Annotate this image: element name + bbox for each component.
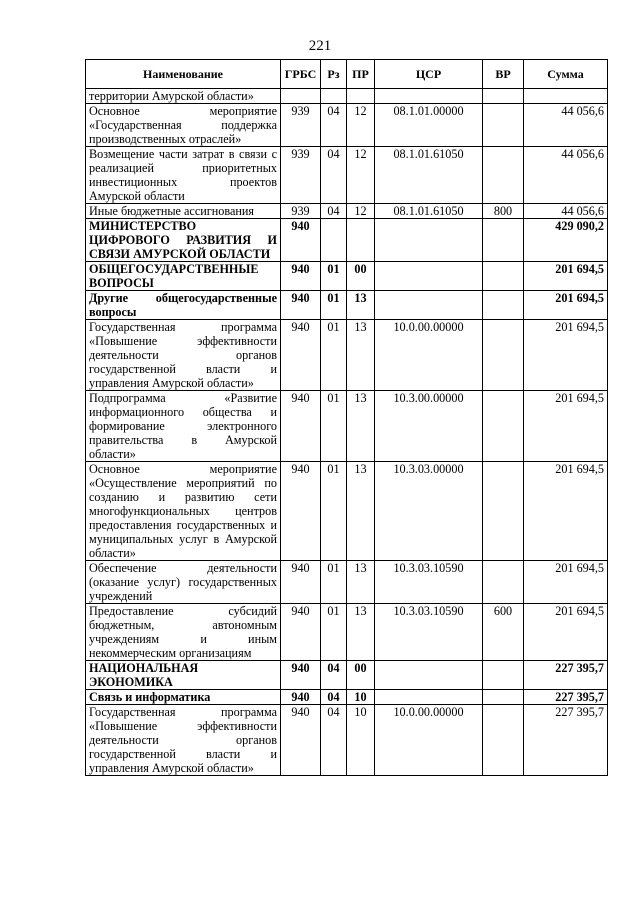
- cell-name: Основное мероприятие «Государственная поддержка производственных отраслей»: [86, 104, 281, 147]
- cell-rz: 01: [321, 291, 347, 320]
- cell-rz: 04: [321, 147, 347, 204]
- header-name: Наименование: [86, 60, 281, 89]
- cell-rz: 01: [321, 462, 347, 561]
- cell-csr: 10.3.00.00000: [375, 391, 483, 462]
- cell-rz: 04: [321, 690, 347, 705]
- table-row: [86, 391, 608, 462]
- cell-grbs: 940: [281, 291, 321, 320]
- cell-vr: [483, 291, 524, 320]
- header-grbs: ГРБС: [281, 60, 321, 89]
- cell-vr: [483, 391, 524, 462]
- cell-vr: [483, 147, 524, 204]
- cell-sum: 201 694,5: [524, 604, 608, 661]
- cell-grbs: 939: [281, 204, 321, 219]
- cell-sum: 201 694,5: [524, 462, 608, 561]
- table-row: [86, 262, 608, 291]
- cell-csr: 10.3.03.10590: [375, 604, 483, 661]
- cell-grbs: 939: [281, 147, 321, 204]
- cell-csr: 10.3.03.10590: [375, 561, 483, 604]
- cell-rz: 04: [321, 104, 347, 147]
- cell-grbs: 940: [281, 462, 321, 561]
- header-vr: ВР: [483, 60, 524, 89]
- cell-vr: [483, 104, 524, 147]
- cell-sum: 201 694,5: [524, 262, 608, 291]
- cell-grbs: 940: [281, 561, 321, 604]
- cell-pr: 13: [347, 391, 375, 462]
- cell-csr: [375, 219, 483, 262]
- cell-csr: [375, 661, 483, 690]
- cell-sum: [524, 89, 608, 104]
- cell-name: Основное мероприятие «Осуществление мероприятий по созданию и развитию сети многофункциональных центров предоставления государственных и муниципальных услуг в Амурской области»: [86, 462, 281, 561]
- cell-rz: 01: [321, 391, 347, 462]
- cell-csr: 10.3.03.00000: [375, 462, 483, 561]
- table-row: [86, 219, 608, 262]
- cell-pr: [347, 89, 375, 104]
- cell-rz: 01: [321, 262, 347, 291]
- cell-pr: 13: [347, 462, 375, 561]
- cell-rz: 01: [321, 561, 347, 604]
- cell-sum: 44 056,6: [524, 147, 608, 204]
- table-row: [86, 204, 608, 219]
- cell-name: Государственная программа «Повышение эффективности деятельности органов государственной власти и управления Амурской области»: [86, 320, 281, 391]
- cell-vr: [483, 690, 524, 705]
- cell-grbs: 940: [281, 690, 321, 705]
- cell-sum: 44 056,6: [524, 204, 608, 219]
- cell-name: Государственная программа «Повышение эффективности деятельности органов государственной власти и управления Амурской области»: [86, 705, 281, 776]
- table-row: [86, 104, 608, 147]
- cell-vr: [483, 262, 524, 291]
- cell-grbs: 940: [281, 320, 321, 391]
- cell-name: Иные бюджетные ассигнования: [86, 204, 281, 219]
- cell-csr: [375, 262, 483, 291]
- cell-sum: 227 395,7: [524, 690, 608, 705]
- cell-csr: 08.1.01.00000: [375, 104, 483, 147]
- page-number: 221: [308, 38, 332, 54]
- cell-name: территории Амурской области»: [86, 89, 281, 104]
- cell-vr: [483, 462, 524, 561]
- cell-name: Другие общегосударственные вопросы: [86, 291, 281, 320]
- cell-rz: [321, 219, 347, 262]
- cell-grbs: 940: [281, 219, 321, 262]
- cell-sum: 429 090,2: [524, 219, 608, 262]
- cell-csr: [375, 291, 483, 320]
- budget-table: [85, 59, 608, 776]
- table-row: [86, 89, 608, 104]
- cell-name: НАЦИОНАЛЬНАЯ ЭКОНОМИКА: [86, 661, 281, 690]
- cell-name: МИНИСТЕРСТВО ЦИФРОВОГО РАЗВИТИЯ И СВЯЗИ АМУРСКОЙ ОБЛАСТИ: [86, 219, 281, 262]
- cell-vr: 600: [483, 604, 524, 661]
- cell-name: Предоставление субсидий бюджетным, автономным учреждениям и иным некоммерческим организациям: [86, 604, 281, 661]
- cell-sum: 201 694,5: [524, 291, 608, 320]
- cell-grbs: 940: [281, 604, 321, 661]
- cell-rz: 01: [321, 320, 347, 391]
- cell-sum: 201 694,5: [524, 391, 608, 462]
- cell-grbs: 940: [281, 661, 321, 690]
- table-header-row: [86, 60, 608, 89]
- cell-grbs: [281, 89, 321, 104]
- cell-pr: 10: [347, 690, 375, 705]
- cell-vr: [483, 219, 524, 262]
- cell-csr: 10.0.00.00000: [375, 705, 483, 776]
- cell-pr: 00: [347, 262, 375, 291]
- cell-pr: 13: [347, 320, 375, 391]
- table-row: [86, 147, 608, 204]
- cell-grbs: 940: [281, 262, 321, 291]
- cell-rz: 04: [321, 661, 347, 690]
- cell-pr: [347, 219, 375, 262]
- table-row: [86, 291, 608, 320]
- cell-vr: [483, 561, 524, 604]
- cell-vr: [483, 705, 524, 776]
- cell-pr: 10: [347, 705, 375, 776]
- cell-name: ОБЩЕГОСУДАРСТВЕННЫЕ ВОПРОСЫ: [86, 262, 281, 291]
- cell-vr: [483, 89, 524, 104]
- table-row: [86, 561, 608, 604]
- table-row: [86, 604, 608, 661]
- cell-sum: 44 056,6: [524, 104, 608, 147]
- cell-rz: 01: [321, 604, 347, 661]
- cell-grbs: 940: [281, 705, 321, 776]
- cell-csr: 10.0.00.00000: [375, 320, 483, 391]
- cell-pr: 00: [347, 661, 375, 690]
- cell-csr: 08.1.01.61050: [375, 204, 483, 219]
- cell-grbs: 939: [281, 104, 321, 147]
- table-row: [86, 705, 608, 776]
- cell-sum: 201 694,5: [524, 320, 608, 391]
- cell-pr: 13: [347, 561, 375, 604]
- cell-rz: 04: [321, 705, 347, 776]
- cell-vr: 800: [483, 204, 524, 219]
- table-row: [86, 690, 608, 705]
- cell-pr: 13: [347, 604, 375, 661]
- table-row: [86, 661, 608, 690]
- cell-csr: [375, 690, 483, 705]
- header-csr: ЦСР: [375, 60, 483, 89]
- cell-rz: [321, 89, 347, 104]
- cell-name: Обеспечение деятельности (оказание услуг) государственных учреждений: [86, 561, 281, 604]
- cell-csr: [375, 89, 483, 104]
- cell-name: Подпрограмма «Развитие информационного общества и формирование электронного правительства в Амурской области»: [86, 391, 281, 462]
- table-row: [86, 462, 608, 561]
- cell-pr: 12: [347, 104, 375, 147]
- cell-rz: 04: [321, 204, 347, 219]
- cell-name: Возмещение части затрат в связи с реализацией приоритетных инвестиционных проектов Амурской области: [86, 147, 281, 204]
- cell-pr: 12: [347, 147, 375, 204]
- cell-sum: 201 694,5: [524, 561, 608, 604]
- cell-vr: [483, 661, 524, 690]
- cell-sum: 227 395,7: [524, 705, 608, 776]
- cell-grbs: 940: [281, 391, 321, 462]
- cell-pr: 12: [347, 204, 375, 219]
- cell-pr: 13: [347, 291, 375, 320]
- table-row: [86, 320, 608, 391]
- cell-sum: 227 395,7: [524, 661, 608, 690]
- header-pr: ПР: [347, 60, 375, 89]
- cell-name: Связь и информатика: [86, 690, 281, 705]
- cell-csr: 08.1.01.61050: [375, 147, 483, 204]
- header-sum: Сумма: [524, 60, 608, 89]
- header-rz: Рз: [321, 60, 347, 89]
- cell-vr: [483, 320, 524, 391]
